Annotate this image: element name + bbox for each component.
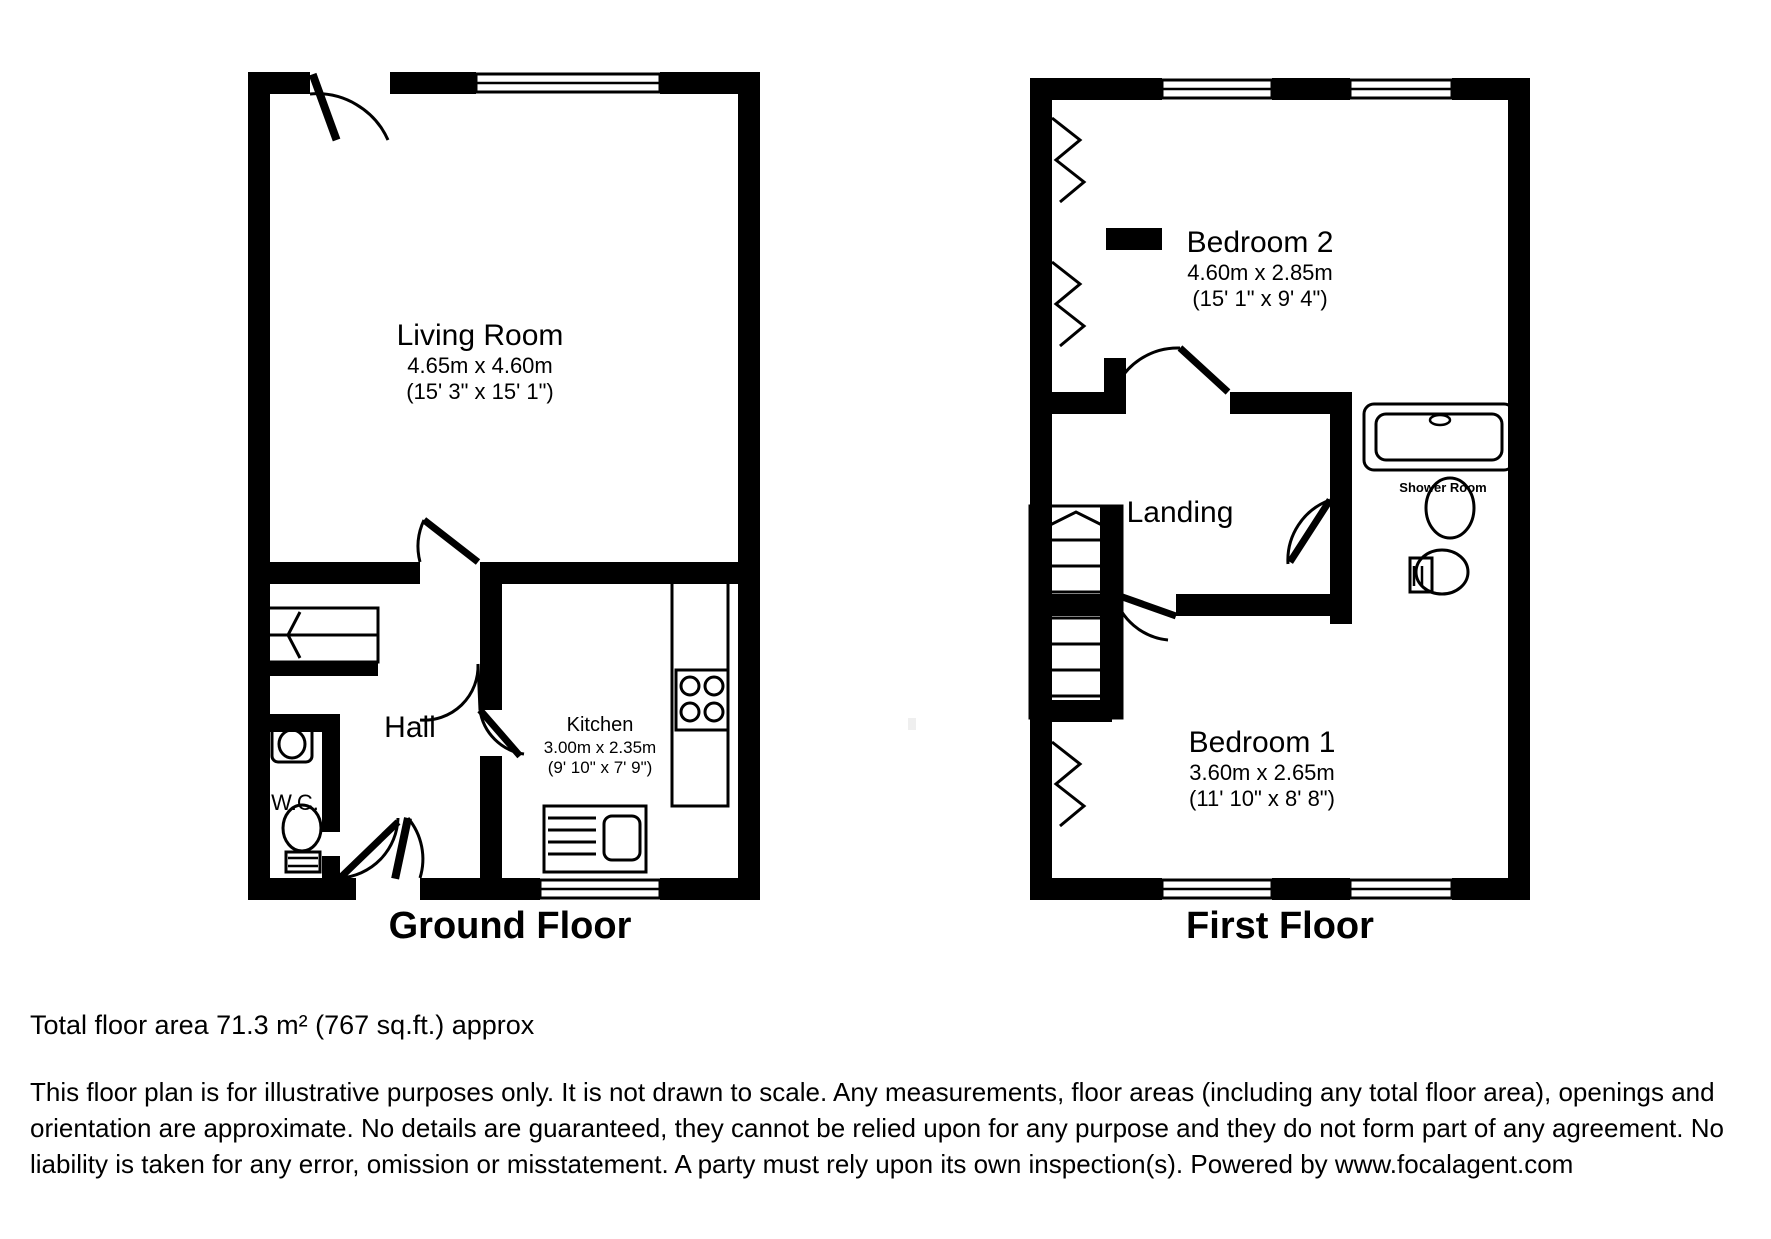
room-dim-imperial: (9' 10" x 7' 9") <box>547 757 653 777</box>
room-dim-imperial: (15' 1" x 9' 4") <box>1192 286 1328 312</box>
room-dim-metric: 3.00m x 2.35m <box>543 737 657 757</box>
total-floor-area: Total floor area 71.3 m² (767 sq.ft.) approx <box>30 1010 535 1040</box>
floor-title-first: First Floor <box>1186 905 1374 947</box>
room-dim-metric: 4.60m x 2.85m <box>1187 260 1333 286</box>
ground-floor-plan <box>248 72 760 900</box>
room-label-bedroom-2 <box>1070 225 1450 312</box>
room-label-landing <box>1070 495 1290 530</box>
room-label-wc <box>240 790 350 816</box>
room-dim-metric: 4.65m x 4.60m <box>407 353 553 379</box>
room-dim-imperial: (11' 10" x 8' 8") <box>1189 786 1335 812</box>
room-name: Landing <box>1126 496 1234 529</box>
room-label-living-room <box>300 318 660 405</box>
footer <box>30 1010 1750 1183</box>
room-label-kitchen <box>520 714 680 778</box>
room-dim-imperial: (15' 3" x 15' 1") <box>406 379 554 405</box>
room-name: Hall <box>384 711 436 744</box>
room-name: Bedroom 1 <box>1188 726 1336 759</box>
room-name: Bedroom 2 <box>1186 226 1334 259</box>
room-label-hall <box>320 710 500 745</box>
room-dim-metric: 3.60m x 2.65m <box>1189 760 1335 786</box>
floor-title-ground: Ground Floor <box>388 905 632 947</box>
room-label-bedroom-1 <box>1072 725 1452 812</box>
room-label-shower-room <box>1358 480 1528 495</box>
room-name: Kitchen <box>566 714 634 736</box>
room-name: Living Room <box>396 319 564 352</box>
disclaimer-text: This floor plan is for illustrative purposes only. It is not drawn to scale. Any measurements, floor areas (including any total floor area), openings and orientation are approximate. No details are guaranteed, they cannot be relied upon for any purpose and they do not form part of any agreement. No liability is taken for any error, omission or misstatement. A party must rely upon its own inspection(s). Powered by www.focalagent.com <box>30 1077 1724 1179</box>
room-name: W.C. <box>271 790 319 815</box>
room-name: Shower Room <box>1399 480 1487 495</box>
